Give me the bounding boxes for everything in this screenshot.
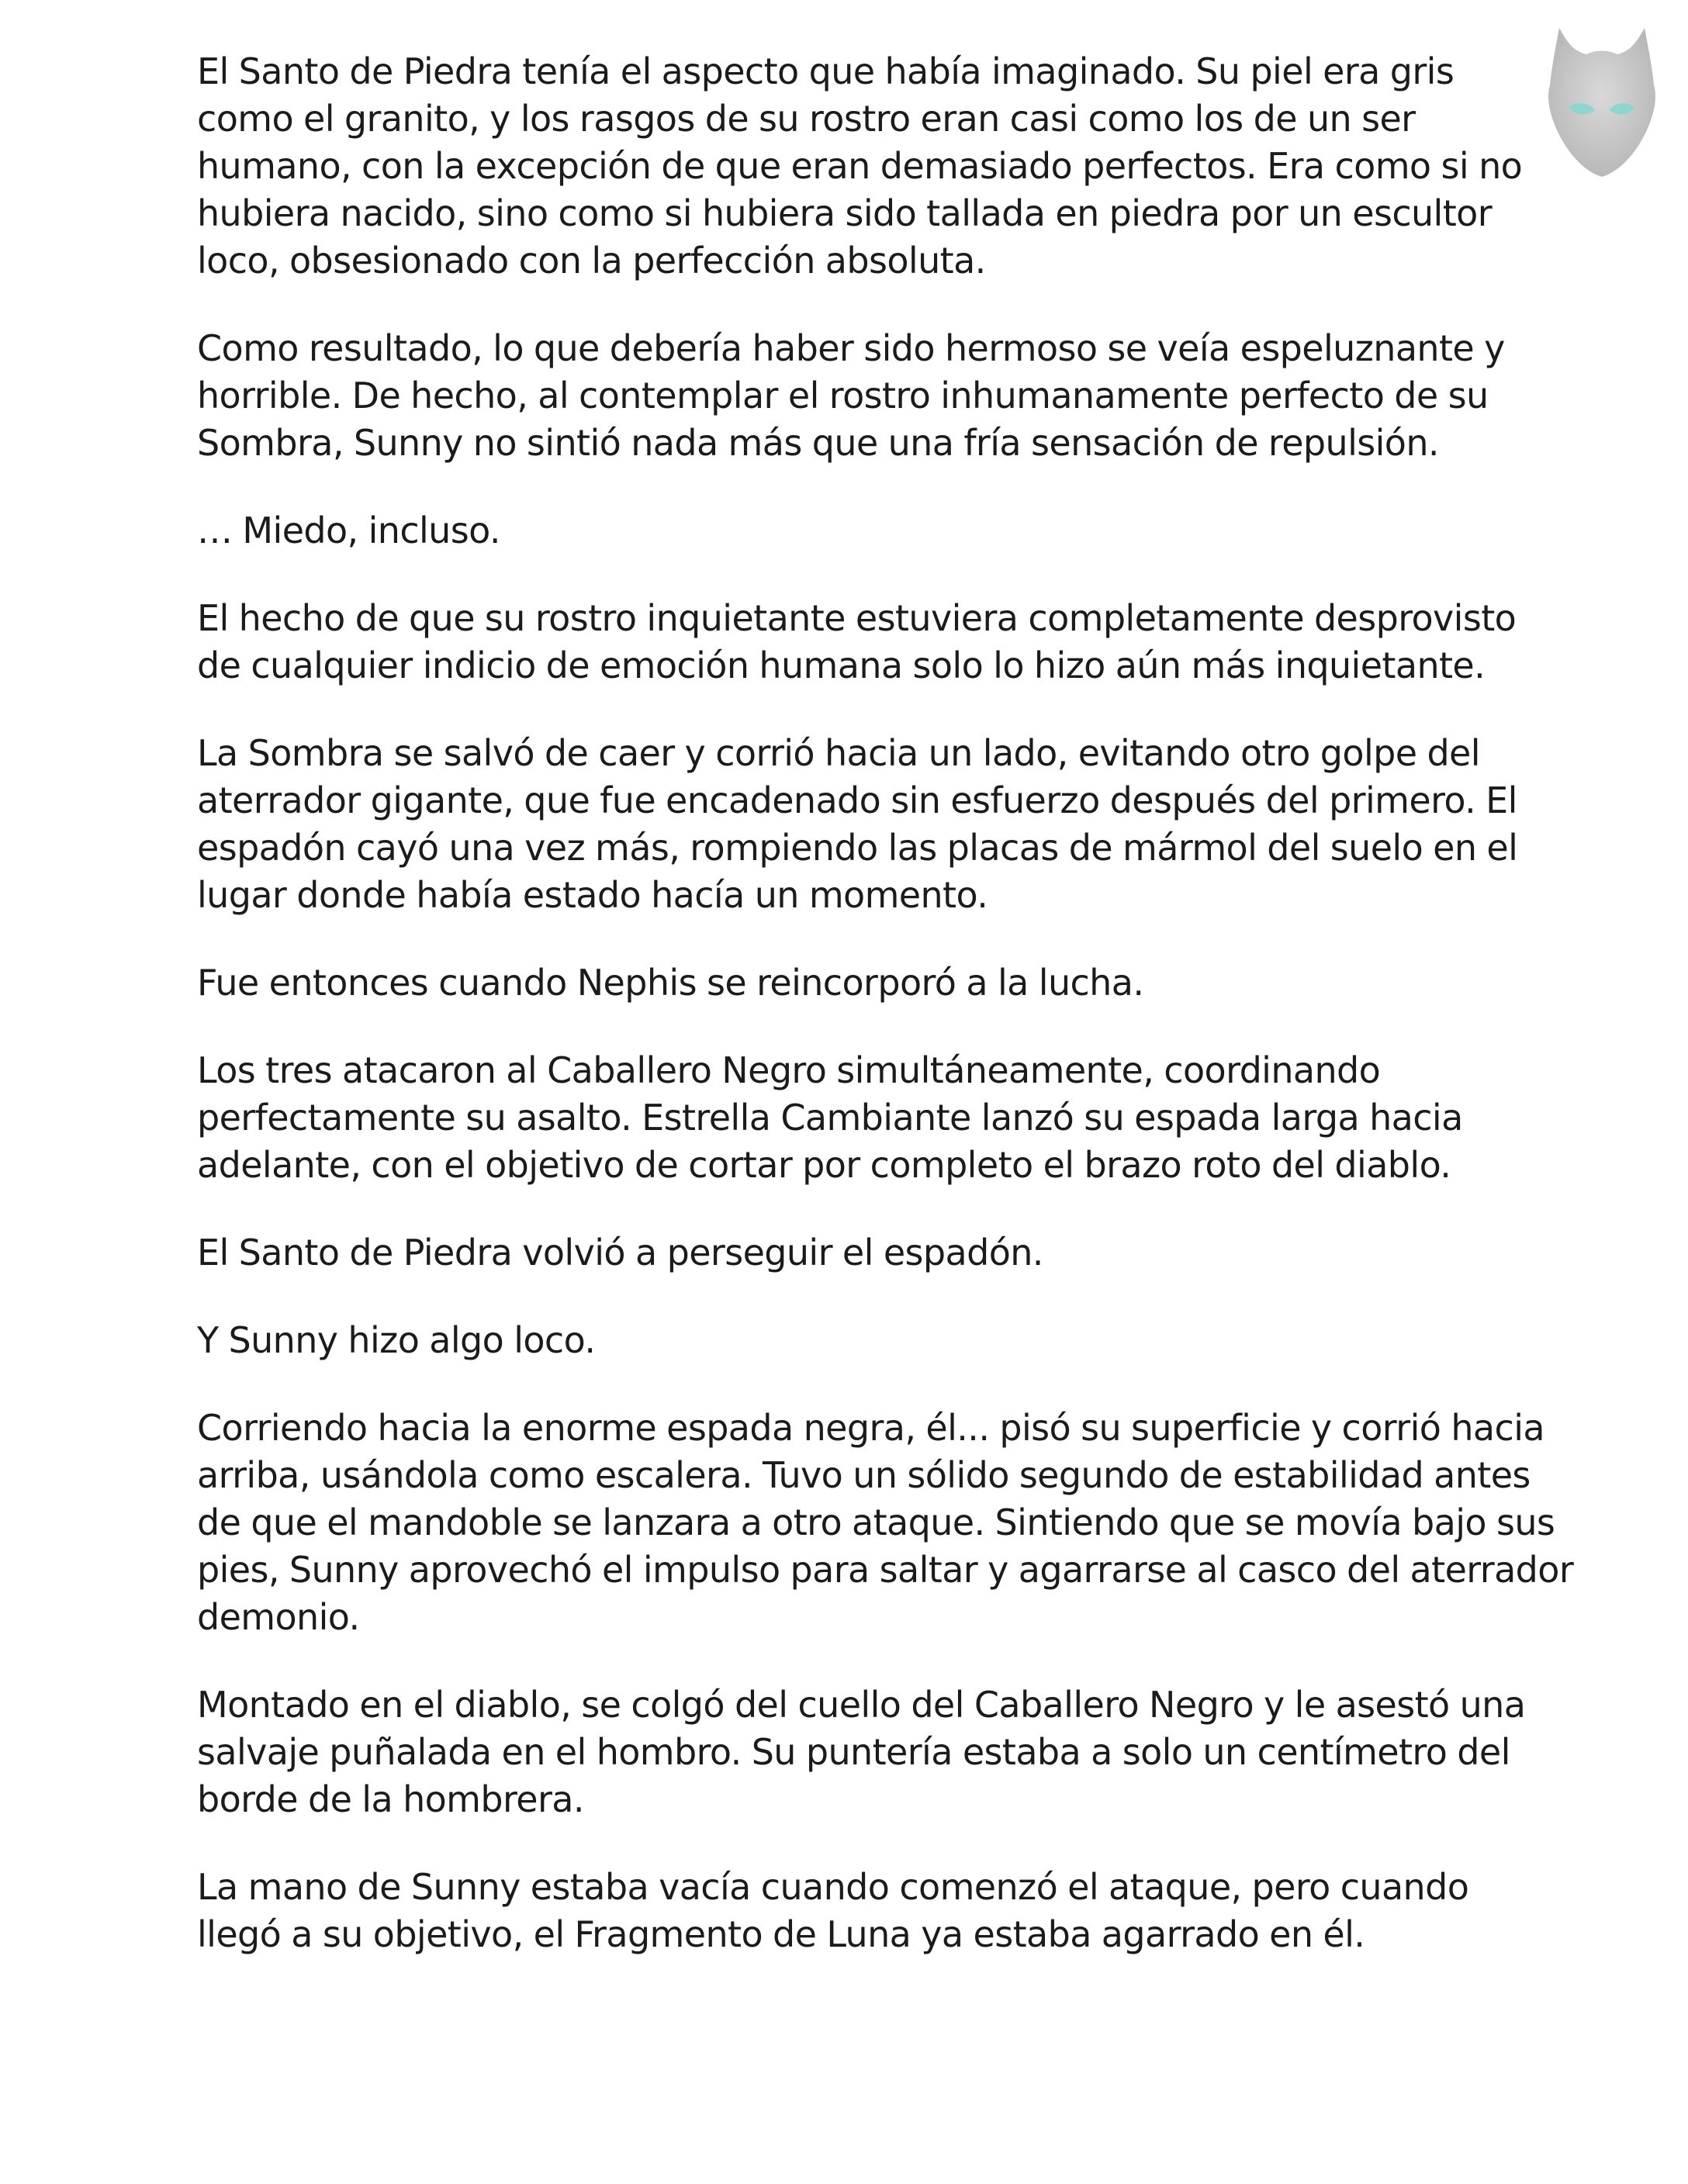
text-line: perfectamente su asalto. Estrella Cambiante lanzó su espada larga hacia	[197, 1097, 1463, 1139]
text-line: salvaje puñalada en el hombro. Su puntería estaba a solo un centímetro del	[197, 1731, 1510, 1773]
text-line: horrible. De hecho, al contemplar el rostro inhumanamente perfecto de su	[197, 375, 1489, 416]
paragraph-5	[197, 730, 1516, 919]
text-line: humano, con la excepción de que eran demasiado perfectos. Era como si no	[197, 145, 1523, 187]
paragraph-3	[197, 507, 1516, 555]
text-line: Y Sunny hizo algo loco.	[197, 1319, 596, 1361]
text-line: como el granito, y los rasgos de su rostro eran casi como los de un ser	[197, 98, 1416, 140]
text-line: Corriendo hacia la enorme espada negra, él... pisó su superficie y corrió hacia	[197, 1407, 1544, 1449]
paragraph-8	[197, 1229, 1516, 1277]
text-line: lugar donde había estado hacía un momento.	[197, 874, 988, 916]
text-line: pies, Sunny aprovechó el impulso para saltar y agarrarse al casco del aterrador	[197, 1549, 1574, 1591]
text-line: adelante, con el objetivo de cortar por completo el brazo roto del diablo.	[197, 1144, 1451, 1186]
text-line: de cualquier indicio de emoción humana solo lo hizo aún más inquietante.	[197, 644, 1486, 686]
text-line: loco, obsesionado con la perfección absoluta.	[197, 240, 986, 282]
text-line: El Santo de Piedra volvió a perseguir el espadón.	[197, 1232, 1043, 1273]
paragraph-12	[197, 1864, 1516, 1958]
text-line: El Santo de Piedra tenía el aspecto que había imaginado. Su piel era gris	[197, 50, 1455, 92]
text-line: El hecho de que su rostro inquietante estuviera completamente desprovisto	[197, 597, 1517, 639]
paragraph-2	[197, 325, 1516, 467]
text-line: demonio.	[197, 1596, 360, 1638]
text-line: espadón cayó una vez más, rompiendo las placas de mármol del suelo en el	[197, 827, 1518, 869]
document-body	[197, 48, 1574, 1999]
paragraph-4	[197, 595, 1516, 689]
text-line: hubiera nacido, sino como si hubiera sido tallada en piedra por un escultor	[197, 192, 1493, 234]
text-line: La mano de Sunny estaba vacía cuando comenzó el ataque, pero cuando	[197, 1866, 1469, 1908]
paragraph-10	[197, 1405, 1574, 1641]
demon-head-icon	[1528, 14, 1676, 185]
text-line: Como resultado, lo que debería haber sido hermoso se veía espeluznante y	[197, 327, 1505, 369]
paragraph-11	[197, 1681, 1526, 1823]
paragraph-6	[197, 959, 1516, 1007]
text-line: aterrador gigante, que fue encadenado sin esfuerzo después del primero. El	[197, 779, 1517, 821]
text-line: Los tres atacaron al Caballero Negro simultáneamente, coordinando	[197, 1049, 1381, 1091]
text-line: arriba, usándola como escalera. Tuvo un sólido segundo de estabilidad antes	[197, 1454, 1531, 1496]
text-line: Sombra, Sunny no sintió nada más que una fría sensación de repulsión.	[197, 422, 1439, 464]
text-line: … Miedo, incluso.	[197, 510, 500, 551]
paragraph-7	[197, 1047, 1516, 1189]
text-line: La Sombra se salvó de caer y corrió hacia un lado, evitando otro golpe del	[197, 732, 1480, 774]
paragraph-9	[197, 1317, 1516, 1364]
text-line: llegó a su objetivo, el Fragmento de Luna ya estaba agarrado en él.	[197, 1913, 1365, 1955]
text-line: Fue entonces cuando Nephis se reincorporó a la lucha.	[197, 962, 1144, 1004]
text-line: borde de la hombrera.	[197, 1778, 584, 1820]
text-line: de que el mandoble se lanzara a otro ataque. Sintiendo que se movía bajo sus	[197, 1502, 1555, 1543]
paragraph-1	[197, 48, 1523, 285]
text-line: Montado en el diablo, se colgó del cuello del Caballero Negro y le asestó una	[197, 1684, 1526, 1726]
